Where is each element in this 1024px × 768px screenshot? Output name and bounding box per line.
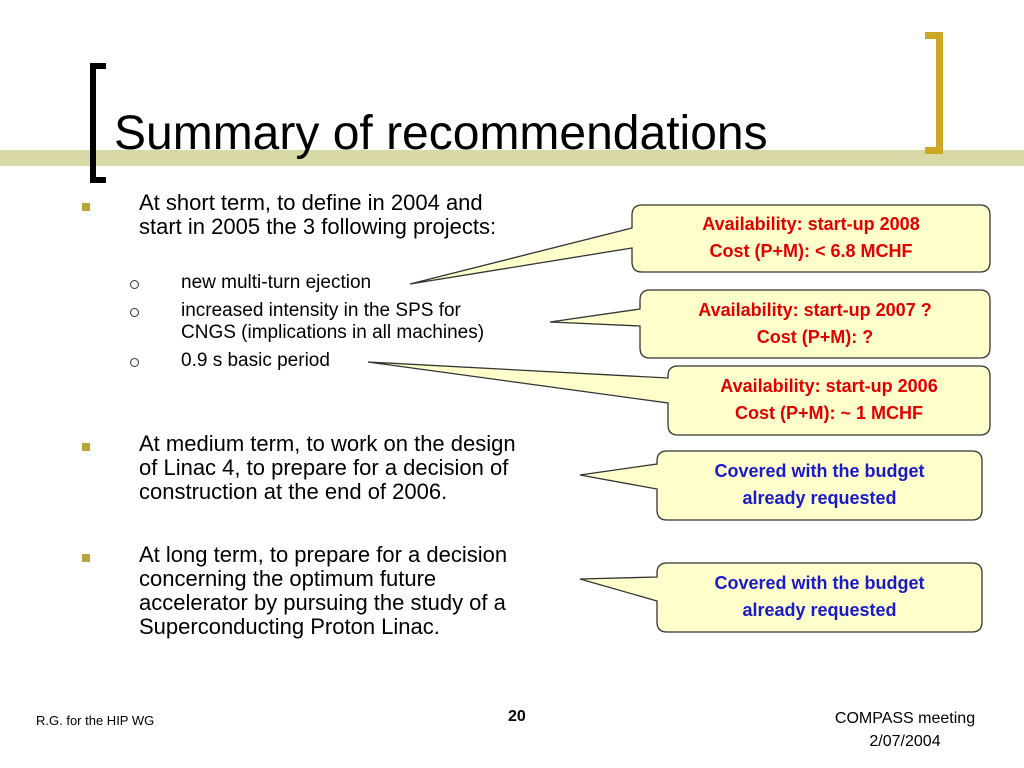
bullet-marker-1: [82, 203, 90, 211]
footer-event-name: COMPASS meeting: [834, 710, 976, 727]
footer-event: [810, 707, 1000, 753]
sub-bullet-marker-2: [130, 308, 139, 317]
sub-bullet-text-1: new multi-turn ejection: [181, 272, 372, 293]
callout-text-1: Availability: start-up 2008 Cost (P+M): < 6.8 MCHF: [702, 214, 920, 261]
sub-bullet-marker-1: [130, 280, 139, 289]
bullet-marker-3: [82, 554, 90, 562]
footer-author: R.G. for the HIP WG: [36, 713, 155, 728]
slide-title: Summary of recommendations: [114, 107, 768, 160]
bullet-text-2: At medium term, to work on the design of Linac 4, to prepare for a decision of construction at the end of 2006.: [139, 431, 516, 504]
bullet-text-3: At long term, to prepare for a decision concerning the optimum future accelerator by pursuing the study of a Superconducting Proton Linac.: [139, 542, 508, 639]
callout-text-5: Covered with the budget already requested: [714, 573, 925, 620]
sub-bullet-marker-3: [130, 358, 139, 367]
bullet-marker-2: [82, 443, 90, 451]
callout-text-2: Availability: start-up 2007 ? Cost (P+M): ?: [698, 300, 932, 347]
sub-bullet-text-3: 0.9 s basic period: [181, 350, 330, 371]
callout-text-4: Covered with the budget already requested: [714, 461, 925, 508]
footer-event-date: 2/07/2004: [869, 733, 941, 750]
callout-text-3: Availability: start-up 2006 Cost (P+M): ~ 1 MCHF: [720, 376, 938, 423]
sub-bullet-text-2: increased intensity in the SPS for CNGS (implications in all machines): [181, 300, 485, 343]
page-number: 20: [508, 708, 526, 725]
bullet-text-1: At short term, to define in 2004 and start in 2005 the 3 following projects:: [139, 190, 497, 239]
